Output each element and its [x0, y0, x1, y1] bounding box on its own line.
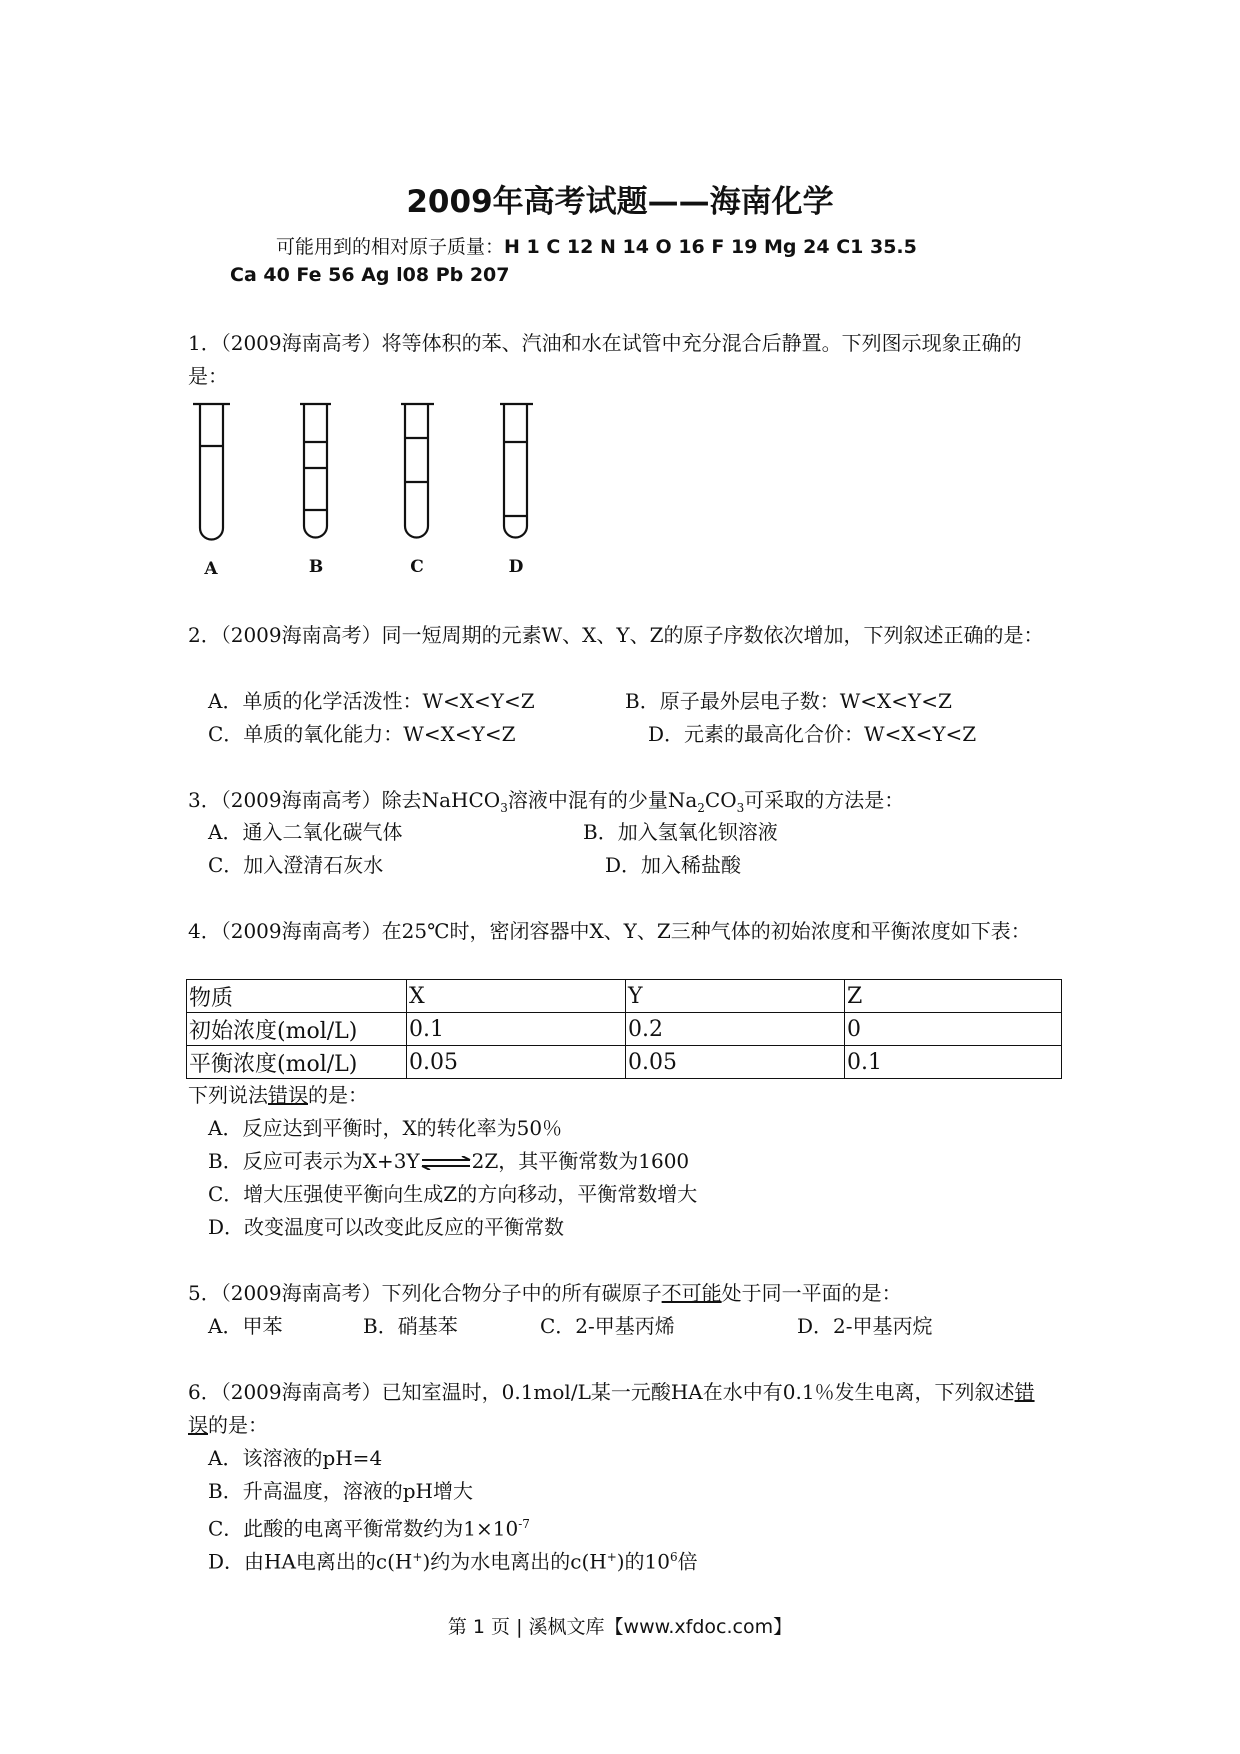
page-footer: 第 1 页 | 溪枫文库【www.xfdoc.com】: [447, 1616, 793, 1638]
q5-option-d: D．2-甲基丙烷: [797, 1314, 933, 1338]
table-cell: 0: [845, 1013, 1062, 1046]
q5-option-a: A．甲苯: [208, 1314, 283, 1338]
underlined-wrong: 错误: [188, 1380, 1035, 1437]
q3-option-a: A．通入二氧化碳气体: [208, 820, 403, 844]
question-4-text: 4．（2009海南高考）在25℃时，密闭容器中X、Y、Z三种气体的初始浓度和平衡浓度如下表：: [188, 919, 1031, 943]
q6-option-c: C．此酸的电离平衡常数约为$1\times 10^{-7}$: [208, 1516, 530, 1541]
table-row: [187, 1046, 1062, 1079]
table-header-row: [187, 980, 1062, 1013]
tube-label-b: B: [308, 557, 324, 577]
q5-option-c: C．2-甲基丙烯: [540, 1314, 675, 1338]
tube-b: [300, 404, 331, 538]
tube-a: [193, 404, 230, 540]
q4-option-b: B．反应可表示为X+3Y 2Z，其平衡常数为1600: [208, 1149, 690, 1173]
question-6-text: 6．（2009海南高考）已知室温时，0.1mol/L某一元酸HA在水中有0.1％发生电离，下列叙述错误的是：: [188, 1380, 1035, 1437]
question-2-text: 2．（2009海南高考）同一短周期的元素W、X、Y、Z的原子序数依次增加，下列叙述正确的是：: [188, 623, 1044, 647]
q2-option-c: C．单质的氧化能力：W<X<Y<Z: [208, 722, 516, 746]
underlined-impossible: 不可能: [661, 1281, 722, 1305]
table-cell: 0.1: [845, 1046, 1062, 1079]
atomic-masses-line1: [276, 232, 917, 259]
table-header-cell: 物质: [187, 980, 407, 1013]
test-tubes-figure: [188, 398, 548, 588]
q6-option-b: B．升高温度，溶液的pH增大: [208, 1479, 473, 1503]
q4-option-a: A．反应达到平衡时，X的转化率为50％: [208, 1116, 563, 1140]
q6-option-d: D．由HA电离出的c(H+)约为水电离出的c(H+)的$10^6$倍: [208, 1549, 698, 1574]
q3-option-d: D．加入稀盐酸: [605, 853, 742, 877]
question-1-text: 1．（2009海南高考）将等体积的苯、汽油和水在试管中充分混合后静置。下列图示现象正确的是：: [188, 331, 1022, 388]
q6-option-a: A．该溶液的pH=4: [208, 1446, 383, 1470]
q2-option-a: A．单质的化学活泼性：W<X<Y<Z: [208, 689, 535, 713]
table-cell: 0.2: [626, 1013, 845, 1046]
table-cell: 0.05: [407, 1046, 626, 1079]
tube-label-d: D: [508, 557, 524, 577]
tube-c: [401, 404, 434, 538]
q2-option-d: D．元素的最高化合价：W<X<Y<Z: [648, 722, 977, 746]
table-cell: 平衡浓度(mol/L): [187, 1046, 407, 1079]
page-title: 2009年高考试题——海南化学: [406, 184, 834, 220]
atomic-masses-values: H 1 C 12 N 14 O 16 F 19 Mg 24 C1 35.5: [504, 236, 917, 258]
concentration-table: [186, 979, 1062, 1079]
tube-d: [500, 404, 533, 538]
question-3-text: 3．（2009海南高考）除去NaHCO$_3$溶液中混有的少量$Na_2CO_3$可采取的方法是：: [188, 788, 905, 815]
q4-option-c: C．增大压强使平衡向生成Z的方向移动，平衡常数增大: [208, 1182, 698, 1206]
q3-option-c: C．加入澄清石灰水: [208, 853, 384, 877]
equilibrium-arrow-icon: [420, 1156, 472, 1170]
table-cell: 0.05: [626, 1046, 845, 1079]
underlined-wrong: 错误: [268, 1083, 308, 1107]
q5-option-b: B．硝基苯: [363, 1314, 458, 1338]
tube-label-c: C: [410, 557, 424, 577]
question-5-text: 5．（2009海南高考）下列化合物分子中的所有碳原子不可能处于同一平面的是：: [188, 1281, 902, 1305]
q4-option-d: D．改变温度可以改变此反应的平衡常数: [208, 1215, 565, 1239]
table-header-cell: X: [407, 980, 626, 1013]
table-cell: 0.1: [407, 1013, 626, 1046]
q4-lead-text: 下列说法错误的是：: [188, 1083, 368, 1107]
atomic-masses-prefix: 可能用到的相对原子质量：: [276, 236, 505, 258]
table-header-cell: Z: [845, 980, 1062, 1013]
table-row: [187, 1013, 1062, 1046]
table-header-cell: Y: [626, 980, 845, 1013]
q3-option-b: B．加入氢氧化钡溶液: [583, 820, 778, 844]
table-cell: 初始浓度(mol/L): [187, 1013, 407, 1046]
q2-option-b: B．原子最外层电子数：W<X<Y<Z: [625, 689, 952, 713]
tube-label-a: A: [204, 559, 218, 579]
atomic-masses-line2: Ca 40 Fe 56 Ag l08 Pb 207: [230, 264, 510, 286]
